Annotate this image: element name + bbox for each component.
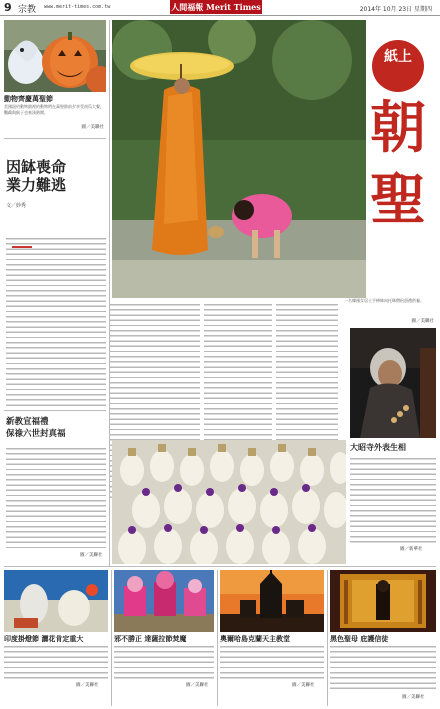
pumpkin-photo bbox=[4, 20, 106, 92]
bottom-story-3-title: 奧爾哈島克蘭天主教堂 bbox=[220, 635, 290, 643]
page-header bbox=[0, 0, 440, 16]
caption-body: 美國紐約動物園裡的動物們在萬聖節前夕享受南瓜大餐，鸚鵡與猴子也來湊熱鬧。 bbox=[4, 104, 104, 115]
beatification-credit: 圖／美聯社 bbox=[80, 553, 103, 558]
caption-credit: 圖／美聯社 bbox=[81, 125, 104, 130]
divider bbox=[4, 410, 106, 411]
issue-date: 2014年 10月 23日 星期四 bbox=[359, 6, 432, 13]
column-divider bbox=[327, 570, 328, 706]
beatification-body-text bbox=[6, 448, 106, 548]
bottom-story-3-text bbox=[220, 646, 324, 680]
bottom-story-2-title: 邪不勝正 達薩拉節焚魔 bbox=[114, 635, 187, 643]
bottom-story-4-title: 黑色聖母 庇護信徒 bbox=[330, 635, 389, 643]
pilgrim-title: 大昭寺外表生相 bbox=[350, 443, 406, 452]
diwali-photo bbox=[4, 570, 108, 632]
essay-title-block bbox=[6, 158, 106, 218]
bottom-story-1-text bbox=[4, 646, 108, 680]
column-divider bbox=[217, 570, 218, 706]
column-divider bbox=[111, 570, 112, 706]
bottom-story-2-credit: 圖／美聯社 bbox=[186, 683, 209, 688]
feature-caption bbox=[344, 298, 436, 326]
bottom-divider bbox=[4, 566, 436, 567]
feature-caption-text: 一名韓國女居士手捧缽向托缽僧侶頂禮供養。 bbox=[344, 298, 424, 303]
bottom-story-4-credit: 圖／美聯社 bbox=[402, 695, 425, 700]
beatification-title-line1: 新教宣福禮 bbox=[6, 417, 49, 427]
feature-title-char-2: 聖 bbox=[370, 167, 426, 233]
bishops-photo bbox=[112, 440, 346, 564]
monk-alms-photo bbox=[112, 20, 366, 298]
essay-body-text bbox=[6, 238, 106, 408]
dussehra-photo bbox=[114, 570, 214, 632]
beatification-title-block bbox=[6, 416, 108, 444]
title-accent-bar bbox=[12, 246, 32, 248]
feature-badge: 紙上 bbox=[372, 40, 424, 92]
essay-title-line1: 因缽喪命 bbox=[6, 158, 67, 176]
pilgrim-credit: 圖／新華社 bbox=[400, 547, 423, 552]
essay-title-line2: 業力難逃 bbox=[6, 176, 67, 194]
church-photo bbox=[220, 570, 324, 632]
essay-author: 文／妙秀 bbox=[6, 203, 27, 209]
caption-title: 動物齊慶萬聖節 bbox=[4, 95, 53, 103]
pilgrim-photo bbox=[350, 328, 436, 438]
pilgrim-body-text bbox=[350, 458, 436, 544]
column-divider bbox=[109, 20, 110, 566]
black-madonna-photo bbox=[330, 570, 436, 632]
beatification-title-line2: 保祿六世封真福 bbox=[6, 429, 66, 439]
bottom-story-3-credit: 圖／美聯社 bbox=[292, 683, 315, 688]
newspaper-logo: 人間福報 Merit Times bbox=[171, 2, 261, 12]
feature-title-char-1: 朝 bbox=[370, 95, 426, 161]
feature-caption-credit: 圖／美聯社 bbox=[411, 319, 434, 324]
bottom-story-2-text bbox=[114, 646, 214, 680]
site-url: www.merit-times.com.tw bbox=[44, 4, 111, 10]
pumpkin-caption-block bbox=[4, 94, 106, 134]
section-name: 宗教 bbox=[18, 5, 37, 15]
bottom-story-4-text bbox=[330, 646, 436, 692]
divider bbox=[4, 138, 106, 139]
page-number: 9 bbox=[4, 1, 12, 14]
bottom-story-1-title: 印度掛燈節 灑花肯定重大 bbox=[4, 635, 84, 643]
bottom-story-1-credit: 圖／美聯社 bbox=[76, 683, 99, 688]
